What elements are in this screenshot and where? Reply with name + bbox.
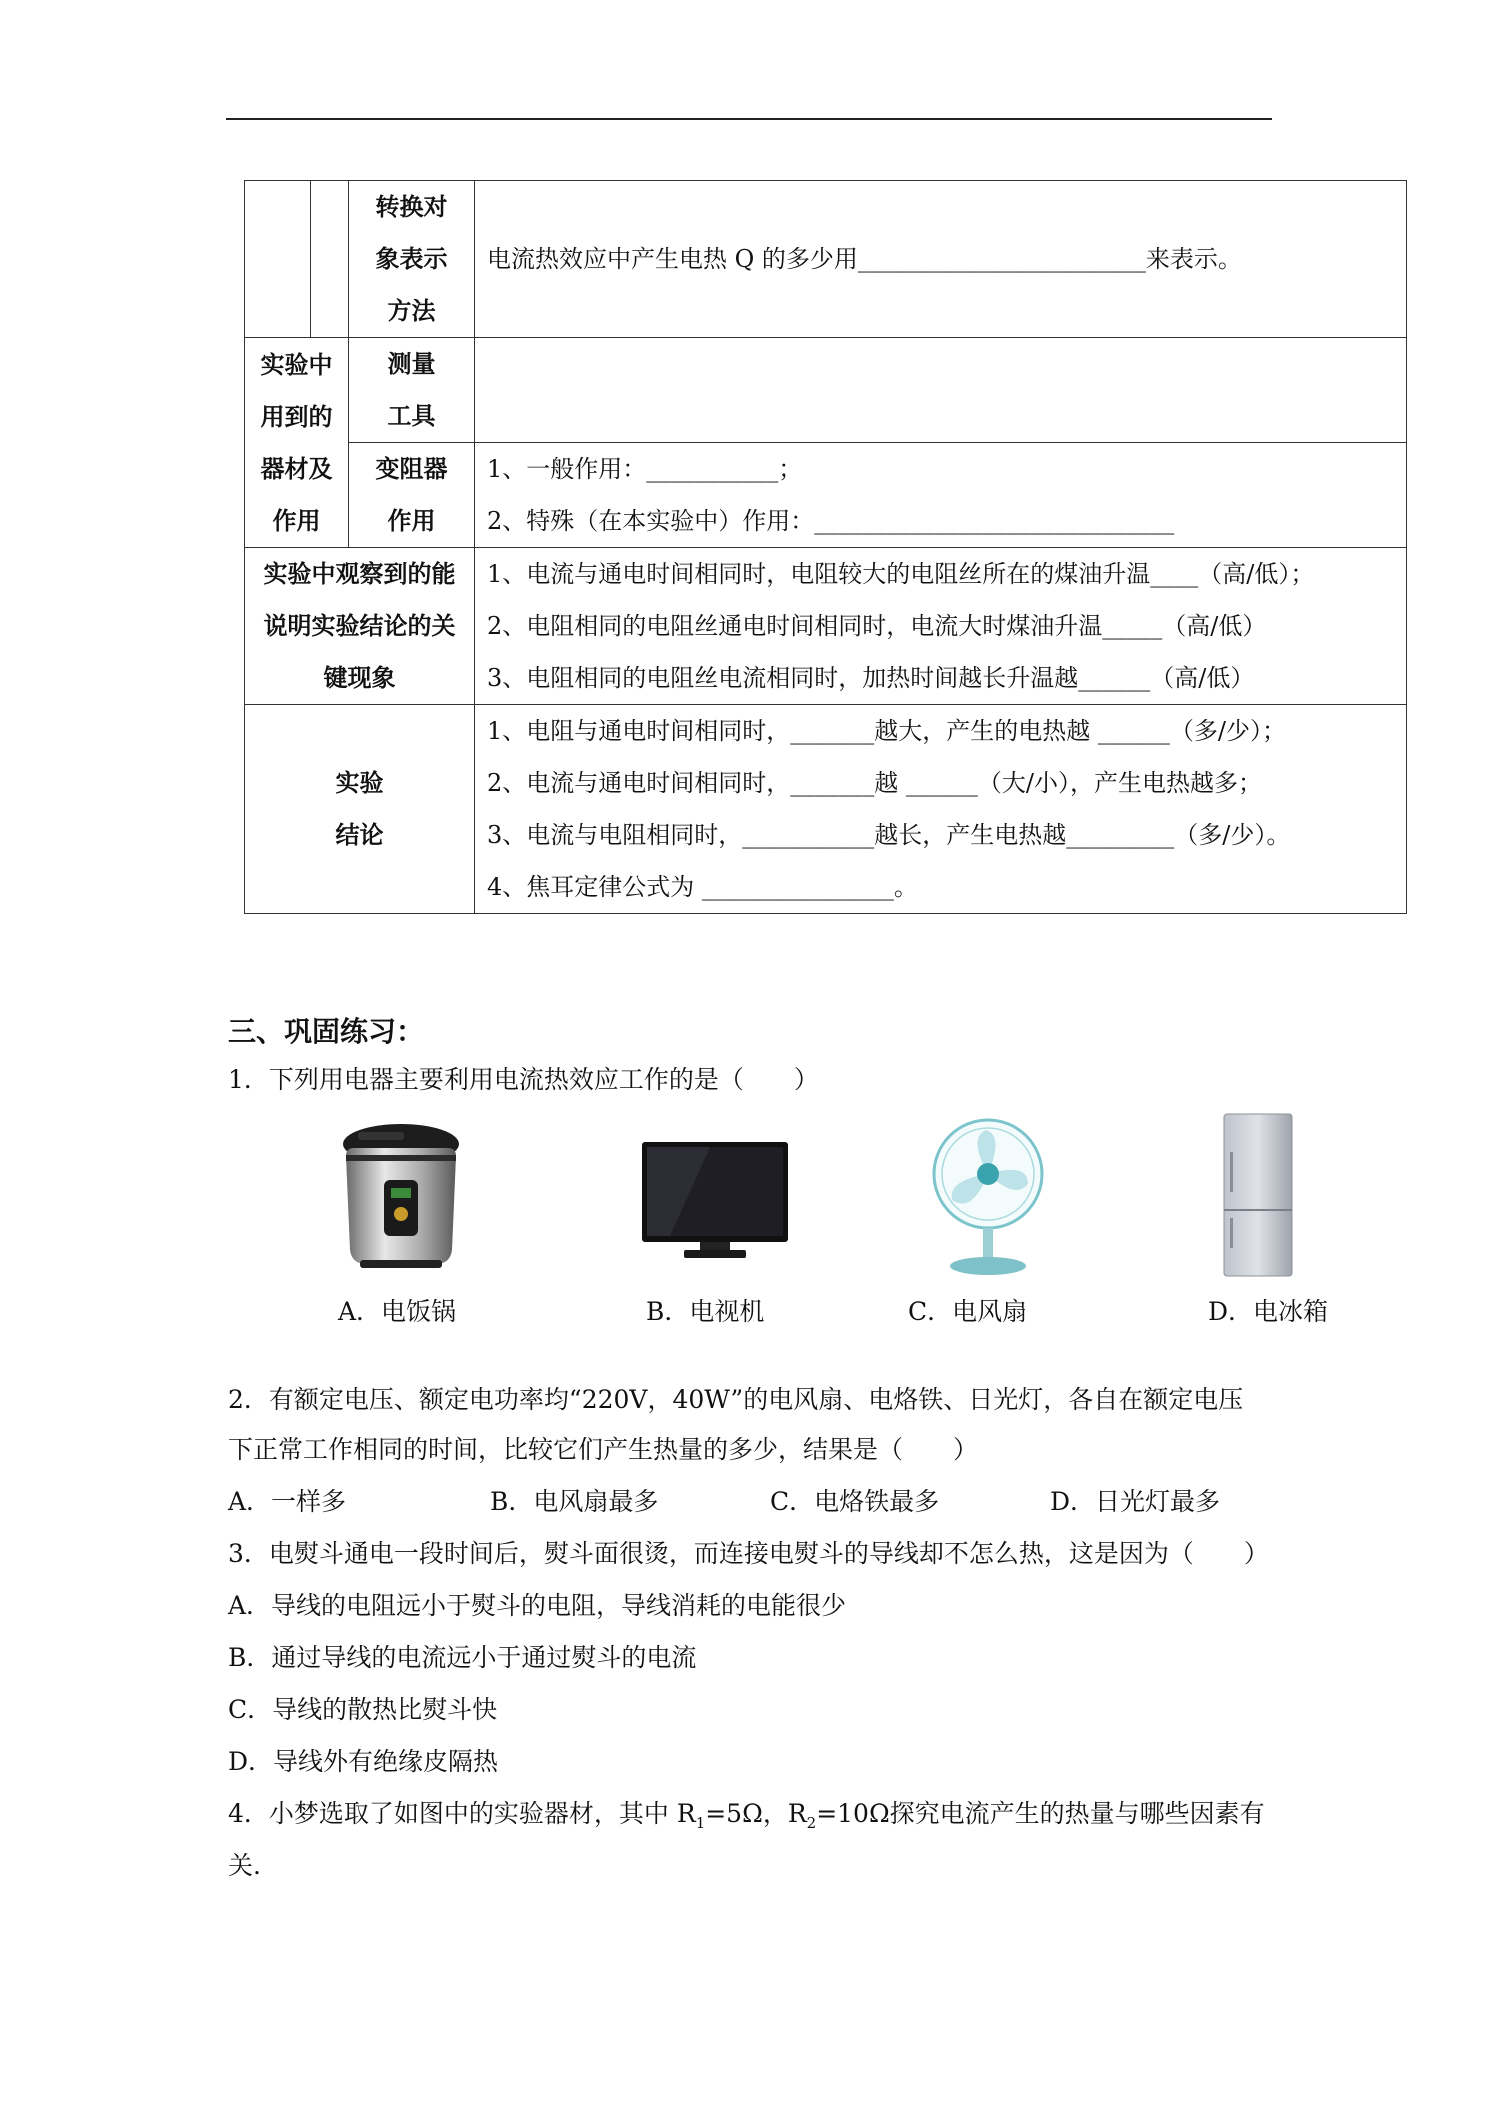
q3-option-b: B．通过导线的电流远小于通过熨斗的电流 (228, 1643, 697, 1672)
q2-stem-line2: 下正常工作相同的时间，比较它们产生热量的多少，结果是（ ） (228, 1435, 979, 1464)
q4-subscript: 2 (806, 1814, 817, 1832)
table-cell-blank (311, 181, 349, 338)
content-line: 3、电阻相同的电阻丝电流相同时，加热时间越长升温越______（高/低） (487, 664, 1255, 692)
q1-option-d: D．电冰箱 (1208, 1297, 1329, 1326)
q1-option-a: A．电饭锅 (338, 1297, 457, 1326)
q4-text: =10Ω探究电流产生的热量与哪些因素有 (816, 1799, 1265, 1828)
q1-stem: 1．下列用电器主要利用电流热效应工作的是（ ） (228, 1065, 819, 1094)
q2-option-d: D．日光灯最多 (1050, 1487, 1221, 1516)
label-line: 实验 (335, 769, 384, 797)
content-line: 2、电流与通电时间相同时，_______越 ______（大/小），产生电热越多； (487, 769, 1262, 797)
table-row (245, 548, 1407, 705)
content-line: 2、电阻相同的电阻丝通电时间相同时，电流大时煤油升温_____（高/低） (487, 612, 1267, 640)
q3-option-d: D．导线外有绝缘皮隔热 (228, 1747, 499, 1776)
q3-option-c: C．导线的散热比熨斗快 (228, 1695, 498, 1724)
refrigerator-image (1222, 1112, 1294, 1280)
row-label-rheostat (349, 443, 475, 548)
label-line: 方法 (387, 297, 436, 325)
header-rule (226, 118, 1272, 120)
q4-text: 4．小梦选取了如图中的实验器材，其中 R (228, 1799, 696, 1828)
label-line: 变阻器 (375, 455, 448, 483)
row-label-key-phenomena (245, 548, 475, 705)
q1-option-c: C．电风扇 (908, 1297, 1028, 1326)
content-line: 3、电流与电阻相同时，___________越长，产生电热越_________（多/少）。 (487, 821, 1291, 849)
row-label-conclusion (245, 705, 475, 914)
row-label-equipment (245, 338, 349, 548)
table-row (245, 181, 1407, 338)
label-line: 象表示 (375, 245, 448, 273)
label-line: 实验中观察到的能 (263, 560, 456, 588)
q2-option-a: A．一样多 (228, 1487, 347, 1516)
label-line: 测量 (387, 350, 436, 378)
label-line: 结论 (335, 821, 384, 849)
table-cell-blank (245, 181, 311, 338)
q2-stem-line1: 2．有额定电压、额定电功率均“220V，40W”的电风扇、电烙铁、日光灯，各自在额定电压 (228, 1385, 1244, 1414)
q4-subscript: 1 (695, 1814, 706, 1832)
label-line: 工具 (387, 402, 436, 430)
label-line: 作用 (272, 506, 321, 535)
row-label-measuring-tools (349, 338, 475, 443)
section-title: 三、巩固练习： (228, 1015, 425, 1048)
q4-stem-line1 (228, 1794, 1265, 1832)
q4-stem-line2: 关. (228, 1851, 261, 1880)
label-line: 键现象 (323, 664, 396, 692)
label-line: 实验中 (260, 350, 333, 379)
q1-option-b: B．电视机 (646, 1297, 765, 1326)
label-line: 转换对 (375, 193, 448, 221)
electric-fan-image (928, 1118, 1048, 1278)
rice-cooker-image (338, 1118, 464, 1270)
content-line: 1、一般作用：___________； (487, 455, 803, 483)
experiment-table (244, 180, 1407, 914)
table-row (245, 338, 1407, 443)
label-line: 说明实验结论的关 (263, 612, 456, 640)
q4-text: =5Ω，R (705, 1799, 807, 1828)
label-line: 用到的 (260, 402, 333, 431)
q3-option-a: A．导线的电阻远小于熨斗的电阻，导线消耗的电能很少 (228, 1591, 847, 1620)
row-content-measuring-tools (475, 338, 1407, 443)
content-line: 1、电阻与通电时间相同时，_______越大，产生的电热越 ______（多/少）； (487, 717, 1286, 745)
row-content-key-phenomena (475, 548, 1407, 705)
table-row (245, 443, 1407, 548)
row-content-rheostat (475, 443, 1407, 548)
q2-option-c: C．电烙铁最多 (770, 1487, 940, 1516)
content-line: 2、特殊（在本实验中）作用：______________________________ (487, 507, 1175, 535)
row-content-conversion-method (475, 181, 1407, 338)
label-line: 作用 (387, 507, 436, 535)
content-line: 1、电流与通电时间相同时，电阻较大的电阻丝所在的煤油升温____（高/低）； (487, 560, 1315, 588)
content-line: 电流热效应中产生电热 Q 的多少用________________________来表示。 (487, 245, 1242, 273)
content-line: 4、焦耳定律公式为 ________________。 (487, 873, 918, 901)
row-label-conversion-method (349, 181, 475, 338)
television-image (640, 1140, 790, 1262)
q2-option-b: B．电风扇最多 (490, 1487, 659, 1516)
row-content-conclusion (475, 705, 1407, 914)
q3-stem: 3．电熨斗通电一段时间后，熨斗面很烫，而连接电熨斗的导线却不怎么热，这是因为（ ） (228, 1539, 1269, 1568)
label-line: 器材及 (260, 454, 333, 483)
table-row (245, 705, 1407, 914)
